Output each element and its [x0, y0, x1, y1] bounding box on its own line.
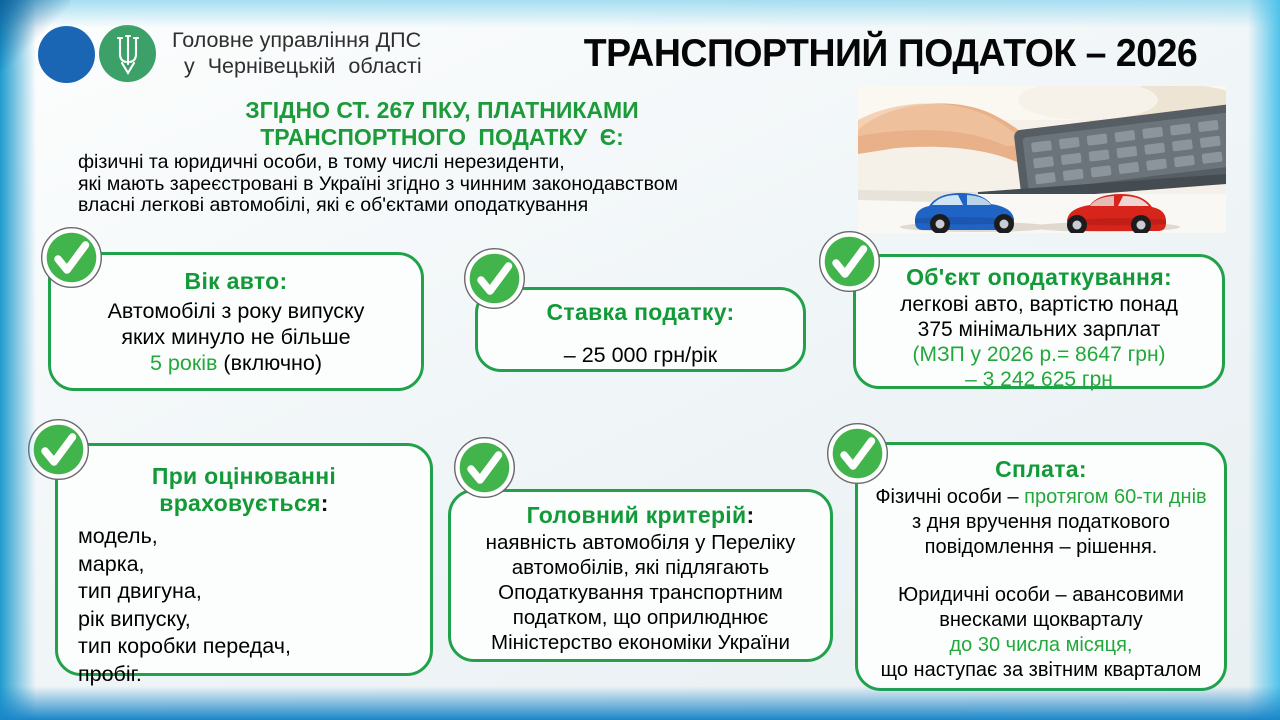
list-item: тип двигуна, [78, 579, 202, 603]
org-name [172, 27, 422, 79]
object-line2: 375 мінімальних зарплат [917, 318, 1161, 341]
criterion-line: Міністерство економіки України [491, 631, 790, 654]
payment-legal-line3: що наступає за звітним кварталом [880, 659, 1202, 681]
frame-left-edge [0, 0, 36, 720]
card-evaluation-factors [55, 443, 433, 686]
trident-icon [108, 32, 148, 76]
list-item: модель, [78, 524, 158, 548]
intro-body-line2: які мають зареєстровані в Україні згідно з чинним законодавством [78, 172, 679, 195]
frame-top-edge [0, 0, 1280, 28]
list-item: тип коробки передач, [78, 634, 291, 658]
org-name-line2: у Чернівецькій області [184, 54, 422, 78]
check-icon [27, 418, 90, 481]
age-accent: 5 років [149, 351, 218, 375]
age-line3 [51, 350, 421, 376]
payment-individuals-line2: з дня вручення податкового [912, 511, 1170, 533]
object-accent1: (МЗП у 2026 р.= 8647 грн) [912, 343, 1166, 366]
frame-right-edge [1248, 0, 1280, 720]
check-icon [40, 226, 103, 289]
card-tax-object-body [856, 292, 1222, 392]
intro-body-line1: фізичні та юридичні особи, в тому числі нерезиденти, [78, 151, 565, 173]
check-icon [818, 230, 881, 293]
check-icon [453, 436, 516, 499]
card-vehicle-age-body [51, 298, 421, 376]
intro-body-line3: власні легкові автомобілі, які є об'єктами оподаткування [78, 194, 589, 216]
card-main-criterion-body [451, 530, 830, 655]
list-item: рік випуску, [78, 606, 191, 631]
card-tax-rate-value: – 25 000 грн/рік [563, 343, 718, 367]
criterion-line: автомобілів, які підлягають [511, 556, 770, 579]
payment-individuals-line3: повідомлення – рішення. [924, 536, 1158, 558]
photo-calculator-cars [858, 86, 1226, 233]
card-tax-object [853, 254, 1225, 389]
age-line1: Автомобілі з року випуску [107, 299, 365, 323]
card-main-criterion-title: Головний критерій: [526, 502, 755, 528]
check-icon [826, 422, 889, 485]
object-line1: легкові авто, вартістю понад [900, 293, 1178, 316]
list-item: марка, [78, 551, 145, 576]
card-payment-body [858, 485, 1224, 683]
age-line2: яких минуло не більше [121, 325, 351, 349]
payment-legal-accent: до 30 числа місяця, [949, 634, 1133, 656]
frame-bottom-edge [0, 686, 1280, 720]
evaluation-title-line1: При оцінюванні [151, 463, 337, 489]
criterion-line: наявність автомобіля у Переліку [485, 531, 796, 554]
list-item: пробіг. [78, 661, 142, 686]
payment-individuals-line1: Фізичні особи – протягом 60-ти днів [875, 486, 1207, 508]
intro-heading-line2: ТРАНСПОРТНОГО ПОДАТКУ Є: [260, 124, 624, 150]
card-vehicle-age-title: Вік авто: [184, 268, 288, 294]
intro-body [78, 152, 678, 217]
card-evaluation-title [58, 463, 430, 517]
spacer [858, 560, 1224, 583]
check-icon [463, 247, 526, 310]
evaluation-items [58, 523, 430, 688]
payment-legal-line1: Юридичні особи – авансовими [898, 584, 1184, 606]
card-main-criterion [448, 489, 833, 662]
card-payment-title: Сплата: [995, 456, 1087, 482]
logo-blue-circle [38, 26, 95, 83]
evaluation-title-line2: враховується: [159, 490, 329, 516]
payment-legal-line2: внесками щокварталу [939, 609, 1143, 631]
intro-heading [68, 97, 816, 151]
logo-green-circle [99, 25, 156, 82]
card-payment [855, 442, 1227, 691]
criterion-line: податком, що оприлюднює [512, 606, 769, 629]
object-accent2: – 3 242 625 грн [965, 368, 1113, 391]
org-name-line1: Головне управління ДПС [172, 28, 422, 52]
page-title: ТРАНСПОРТНИЙ ПОДАТОК – 2026 [583, 32, 1198, 75]
card-tax-object-title: Об'єкт оподаткування: [906, 264, 1172, 290]
intro-heading-line1: ЗГІДНО СТ. 267 ПКУ, ПЛАТНИКАМИ [245, 97, 639, 123]
age-suffix: (включно) [223, 351, 323, 375]
criterion-line: Оподаткування транспортним [498, 581, 783, 604]
card-vehicle-age [48, 252, 424, 391]
card-tax-rate-title: Ставка податку: [546, 299, 735, 325]
